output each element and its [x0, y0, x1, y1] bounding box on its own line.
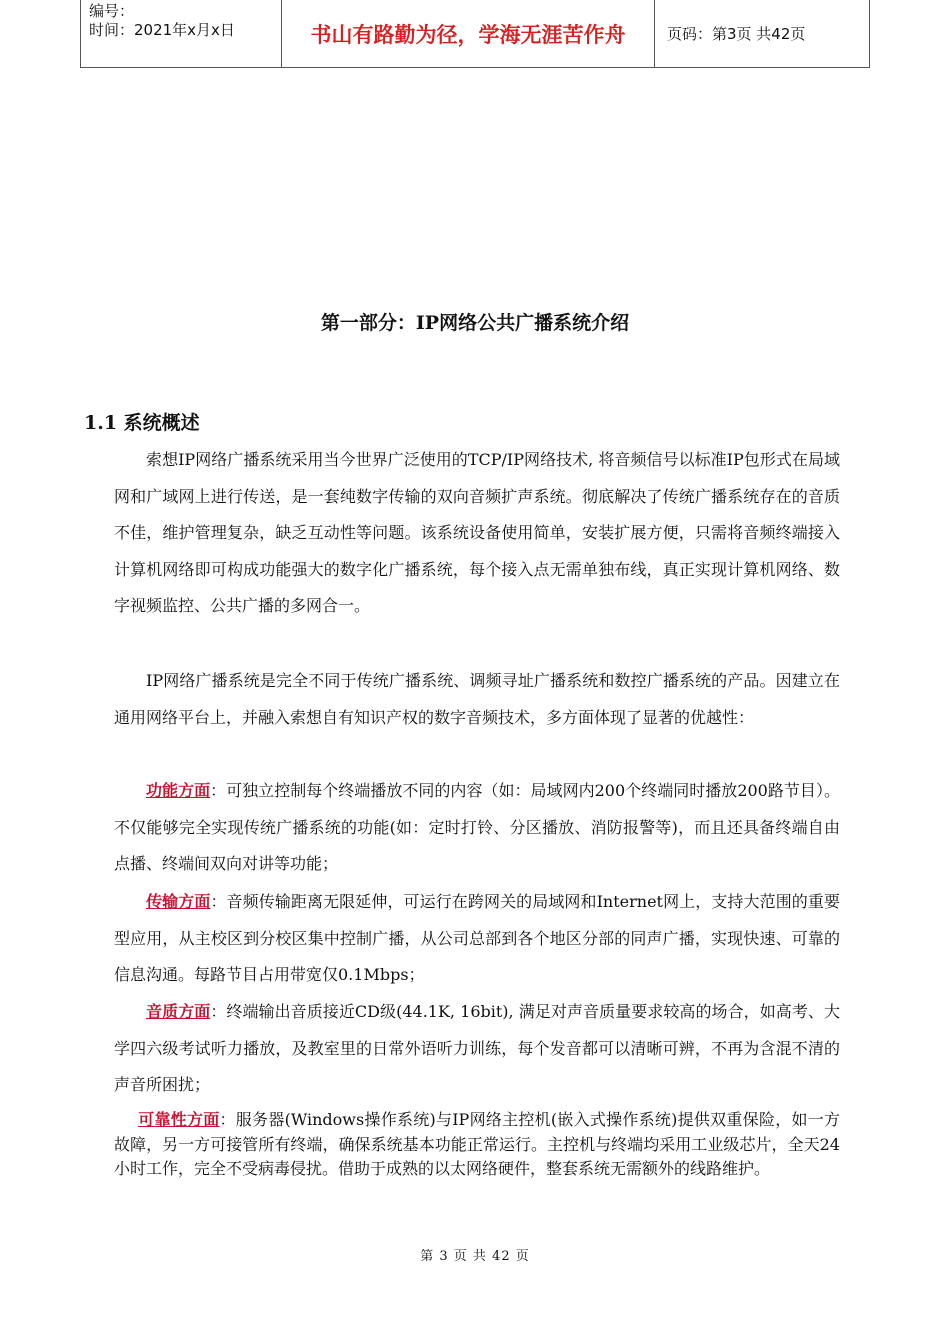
part-title: 第一部分：IP网络公共广播系统介绍	[320, 312, 630, 334]
header-meta	[81, 0, 282, 67]
paragraph-overview-text: 索想IP网络广播系统采用当今世界广泛使用的TCP/IP网络技术, 将音频信号以标准IP包形式在局域网和广域网上进行传送，是一套纯数字传输的双向音频扩声系统。彻底解决了传统广播系统存在的音质不佳，维护管理复杂，缺乏互动性等问题。该系统设备使用简单，安装扩展方便，只需将音频终端接入计算机网络即可构成功能强大的数字化广播系统，每个接入点无需单独布线，真正实现计算机网络、数字视频监控、公共广播的多网合一。	[114, 450, 840, 615]
paragraph-advantages-text: IP网络广播系统是完全不同于传统广播系统、调频寻址广播系统和数控广播系统的产品。因建立在通用网络平台上，并融入索想自有知识产权的数字音频技术，多方面体现了显著的优越性：	[114, 671, 840, 727]
header-motto: 书山有路勤为径，学海无涯苦作舟	[282, 0, 655, 67]
serial-label: 编号：	[89, 2, 135, 20]
paragraph-function	[114, 773, 840, 883]
page-footer: 第 3 页 共 42 页	[420, 1249, 530, 1264]
header-page-info: 页码：第3页 共42页	[667, 25, 806, 43]
paragraph-transmission	[114, 884, 840, 994]
section-title: 1.1 系统概述	[84, 412, 200, 434]
keyword-function: 功能方面	[146, 781, 211, 800]
paragraph-overview	[114, 442, 840, 625]
keyword-reliability: 可靠性方面	[138, 1110, 220, 1129]
paragraph-audio-quality	[114, 994, 840, 1104]
time-label: 时间：2021年x月x日	[89, 21, 235, 39]
paragraph-function-text: ：可独立控制每个终端播放不同的内容（如：局域网内200个终端同时播放200路节目）。不仅能够完全实现传统广播系统的功能(如：定时打铃、分区播放、消防报警等)，而且还具备终端自由点播、终端间双向对讲等功能；	[114, 781, 840, 873]
paragraph-reliability	[114, 1108, 840, 1182]
page-header	[80, 0, 870, 68]
paragraph-audio-quality-text: ：终端输出音质接近CD级(44.1K, 16bit), 满足对声音质量要求较高的场合，如高考、大学四六级考试听力播放，及教室里的日常外语听力训练，每个发音都可以清晰可辨，不再为含混不清的声音所困扰；	[114, 1002, 840, 1094]
keyword-audio-quality: 音质方面	[146, 1002, 211, 1021]
paragraph-transmission-text: ：音频传输距离无限延伸，可运行在跨网关的局域网和Internet网上，支持大范围的重要型应用，从主校区到分校区集中控制广播，从公司总部到各个地区分部的同声广播，实现快速、可靠的信息沟通。每路节目占用带宽仅0.1Mbps；	[114, 892, 840, 984]
paragraph-advantages	[114, 663, 840, 736]
paragraph-reliability-text: ：服务器(Windows操作系统)与IP网络主控机(嵌入式操作系统)提供双重保险，如一方故障，另一方可接管所有终端，确保系统基本功能正常运行。主控机与终端均采用工业级芯片，全天24小时工作，完全不受病毒侵扰。借助于成熟的以太网络硬件，整套系统无需额外的线路维护。	[114, 1110, 840, 1178]
keyword-transmission: 传输方面	[146, 892, 211, 911]
